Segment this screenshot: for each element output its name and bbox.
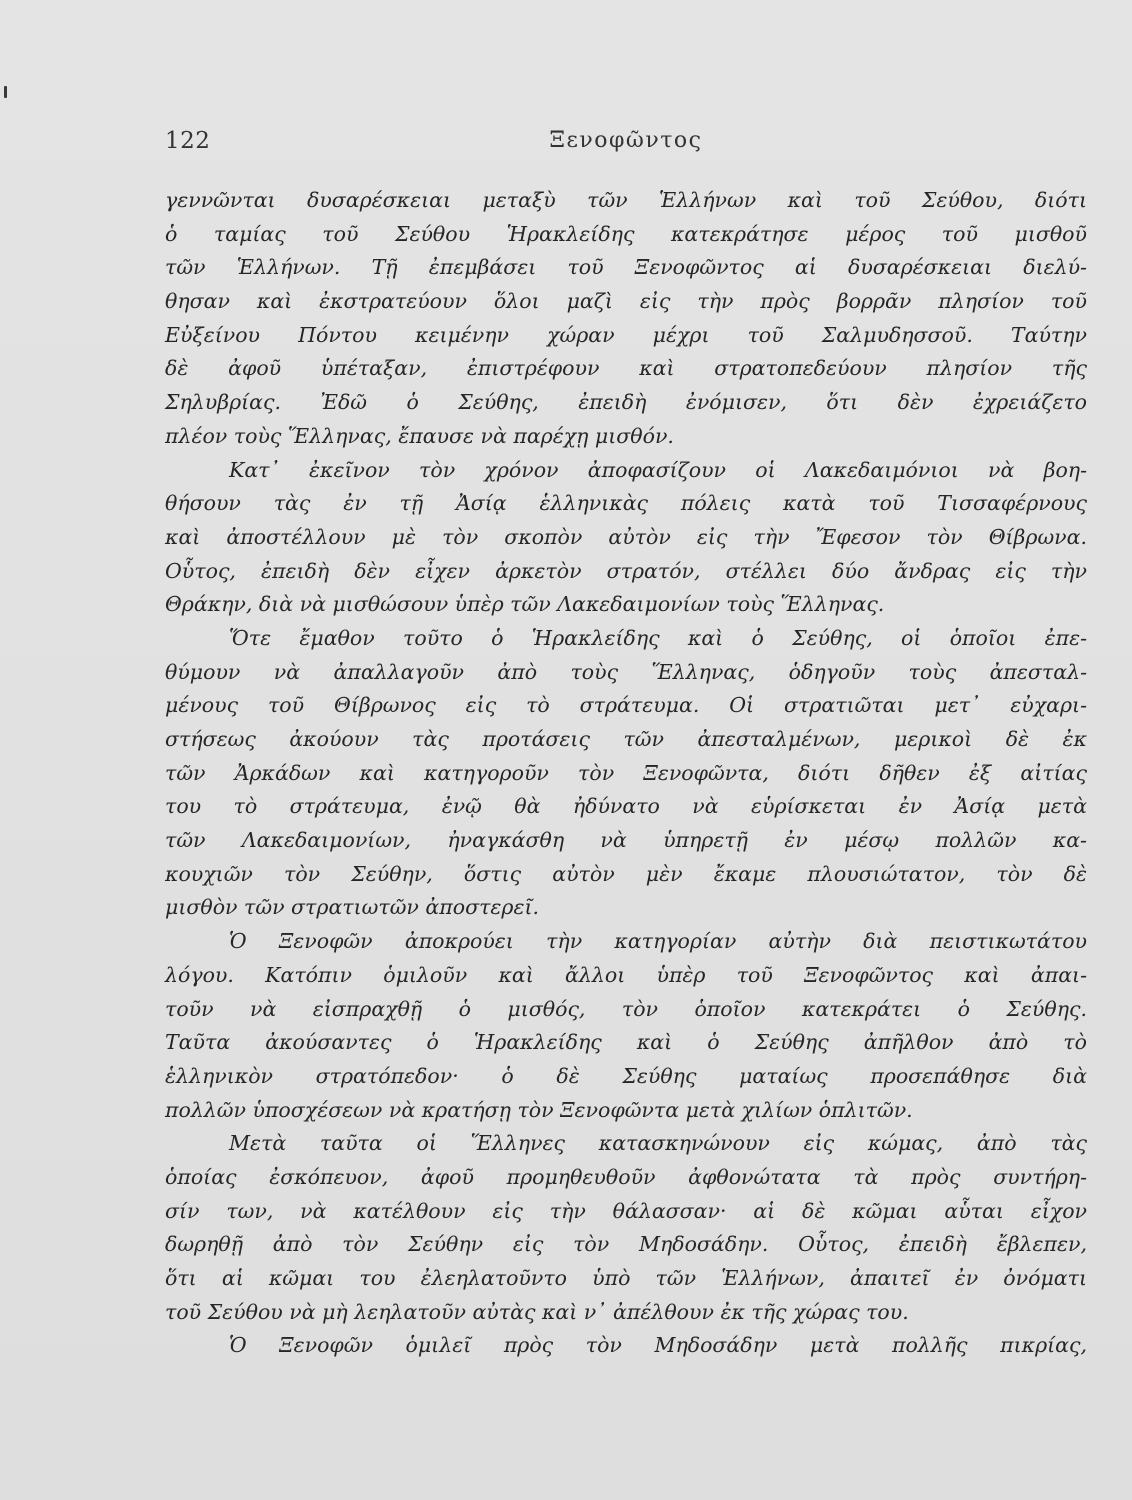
paragraph [165, 454, 1087, 622]
text-line: μένους τοῦ Θίβρωνος εἰς τὸ στράτευμα. Οἱ στρατιῶται μετ᾽ εὐχαρι- [165, 693, 1087, 718]
text-line: ἑλληνικὸν στρατόπεδον· ὁ δὲ Σεύθης ματαίως προσεπάθησε διὰ [165, 1063, 1087, 1088]
text-line: Σηλυβρίας. Ἐδῶ ὁ Σεύθης, ἐπειδὴ ἐνόμισεν, ὅτι δὲν ἐχρειάζετο [165, 390, 1087, 415]
text-line: Ὅτε ἔμαθον τοῦτο ὁ Ἡρακλείδης καὶ ὁ Σεύθης, οἱ ὁποῖοι ἐπε- [229, 625, 1087, 650]
text-line: σίν των, νὰ κατέλθουν εἰς τὴν θάλασσαν· αἱ δὲ κῶμαι αὗται εἶχον [165, 1198, 1087, 1223]
text-line: δὲ ἀφοῦ ὑπέταξαν, ἐπιστρέφουν καὶ στρατοπεδεύουν πλησίον τῆς [165, 356, 1087, 381]
text-line: ὁποίας ἐσκόπευον, ἀφοῦ προμηθευθοῦν ἀφθονώτατα τὰ πρὸς συντήρη- [165, 1164, 1087, 1189]
text-line: πολλῶν ὑποσχέσεων νὰ κρατήσῃ τὸν Ξενοφῶντα μετὰ χιλίων ὁπλιτῶν. [165, 1097, 913, 1122]
running-head [165, 128, 1087, 162]
text-line: Θράκην, διὰ νὰ μισθώσουν ὑπὲρ τῶν Λακεδαιμονίων τοὺς Ἕλληνας. [165, 592, 885, 617]
text-line: Ταῦτα ἀκούσαντες ὁ Ἡρακλείδης καὶ ὁ Σεύθης ἀπῆλθον ἀπὸ τὸ [165, 1030, 1087, 1055]
page-number: 122 [165, 128, 211, 154]
text-line: λόγου. Κατόπιν ὁμιλοῦν καὶ ἄλλοι ὑπὲρ τοῦ Ξενοφῶντος καὶ ἀπαι- [165, 962, 1087, 987]
scan-margin-mark [4, 86, 7, 98]
paragraph [165, 925, 1087, 1127]
text-line: πλέον τοὺς Ἕλληνας, ἔπαυσε νὰ παρέχῃ μισθόν. [165, 423, 674, 448]
text-line: στήσεως ἀκούουν τὰς προτάσεις τῶν ἀπεσταλμένων, μερικοὶ δὲ ἐκ [165, 727, 1087, 751]
text-line: τῶν Λακεδαιμονίων, ἠναγκάσθη νὰ ὑπηρετῇ ἐν μέσῳ πολλῶν κα- [165, 828, 1087, 853]
text-line: Ὁ Ξενοφῶν ὁμιλεῖ πρὸς τὸν Μηδοσάδην μετὰ πολλῆς πικρίας, [229, 1333, 1087, 1358]
text-line: τῶν Ἑλλήνων. Τῇ ἐπεμβάσει τοῦ Ξενοφῶντος αἱ δυσαρέσκειαι διελύ- [165, 255, 1087, 280]
running-title: Ξενοφῶντος [549, 128, 703, 153]
paragraph [165, 1127, 1087, 1329]
text-line: κουχιῶν τὸν Σεύθην, ὅστις αὐτὸν μὲν ἔκαμε πλουσιώτατον, τὸν δὲ [165, 861, 1087, 886]
body-text [165, 184, 1087, 1363]
text-line: του τὸ στράτευμα, ἐνῷ θὰ ἠδύνατο νὰ εὑρίσκεται ἐν Ἀσίᾳ μετὰ [165, 794, 1087, 819]
text-line: θήσουν τὰς ἐν τῇ Ἀσίᾳ ἑλληνικὰς πόλεις κατὰ τοῦ Τισσαφέρνους [165, 491, 1087, 516]
text-line: δωρηθῇ ἀπὸ τὸν Σεύθην εἰς τὸν Μηδοσάδην. Οὗτος, ἐπειδὴ ἔβλεπεν, [165, 1232, 1087, 1257]
text-line: καὶ ἀποστέλλουν μὲ τὸν σκοπὸν αὐτὸν εἰς τὴν Ἔφεσον τὸν Θίβρωνα. [165, 524, 1087, 549]
text-line: Κατ᾽ ἐκεῖνον τὸν χρόνον ἀποφασίζουν οἱ Λακεδαιμόνιοι νὰ βοη- [229, 457, 1087, 482]
text-line: Μετὰ ταῦτα οἱ Ἕλληνες κατασκηνώνουν εἰς κώμας, ἀπὸ τὰς [229, 1131, 1087, 1156]
paragraph [165, 622, 1087, 925]
text-line: ὅτι αἱ κῶμαι του ἐλεηλατοῦντο ὑπὸ τῶν Ἑλλήνων, ἀπαιτεῖ ἐν ὀνόματι [165, 1266, 1087, 1290]
paragraph [165, 1329, 1087, 1363]
text-line: Ὁ Ξενοφῶν ἀποκρούει τὴν κατηγορίαν αὐτὴν διὰ πειστικωτάτου [229, 929, 1087, 954]
paragraph [165, 184, 1087, 454]
text-line: θησαν καὶ ἐκστρατεύουν ὅλοι μαζὶ εἰς τὴν πρὸς βορρᾶν πλησίον τοῦ [165, 289, 1087, 314]
text-line: γεννῶνται δυσαρέσκειαι μεταξὺ τῶν Ἑλλήνων καὶ τοῦ Σεύθου, διότι [165, 188, 1087, 212]
text-line: τοῦν νὰ εἰσπραχθῇ ὁ μισθός, τὸν ὁποῖον κατεκράτει ὁ Σεύθης. [165, 996, 1087, 1021]
text-line: μισθὸν τῶν στρατιωτῶν ἀποστερεῖ. [165, 895, 540, 920]
text-line: Εὐξείνου Πόντου κειμένην χώραν μέχρι τοῦ Σαλμυδησσοῦ. Ταύτην [165, 322, 1087, 347]
text-line: ὁ ταμίας τοῦ Σεύθου Ἡρακλείδης κατεκράτησε μέρος τοῦ μισθοῦ [165, 221, 1087, 246]
text-line: θύμουν νὰ ἀπαλλαγοῦν ἀπὸ τοὺς Ἕλληνας, ὁδηγοῦν τοὺς ἀπεσταλ- [165, 659, 1087, 684]
text-line: τοῦ Σεύθου νὰ μὴ λεηλατοῦν αὐτὰς καὶ ν᾽ ἀπέλθουν ἐκ τῆς χώρας του. [165, 1299, 909, 1324]
text-line: τῶν Ἀρκάδων καὶ κατηγοροῦν τὸν Ξενοφῶντα, διότι δῆθεν ἐξ αἰτίας [165, 760, 1087, 785]
text-line: Οὗτος, ἐπειδὴ δὲν εἶχεν ἀρκετὸν στρατόν, στέλλει δύο ἄνδρας εἰς τὴν [165, 558, 1087, 583]
